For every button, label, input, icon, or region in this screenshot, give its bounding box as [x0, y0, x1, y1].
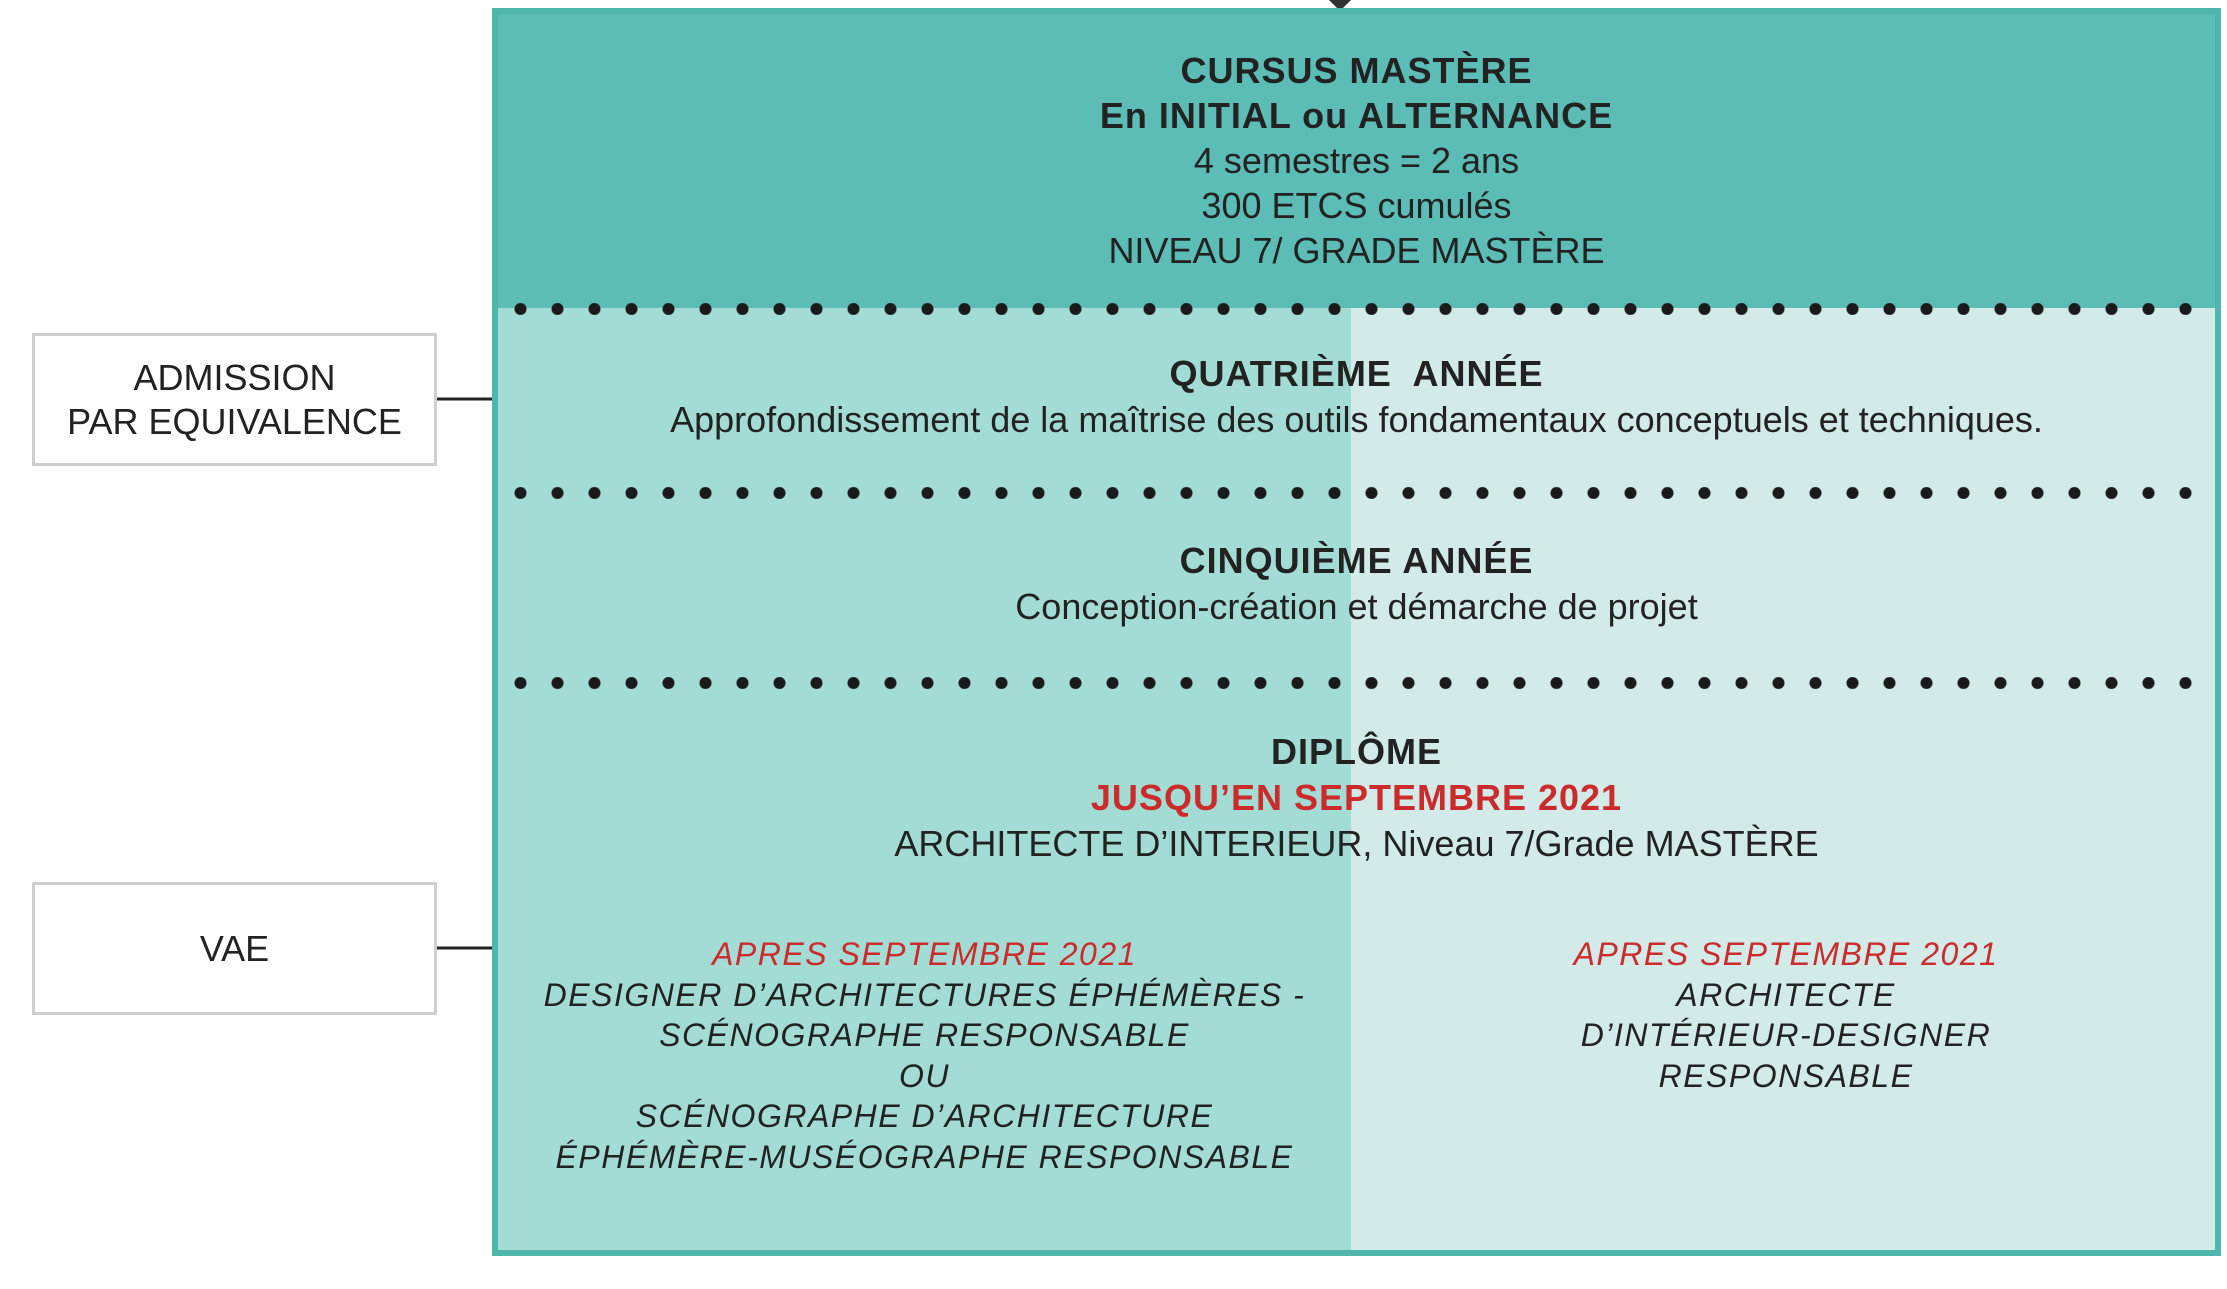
cursus-header	[498, 48, 2215, 273]
vae-label: VAE	[199, 927, 270, 969]
cursus-title: CURSUS MASTÈRE	[1180, 50, 1533, 91]
year4-section	[498, 351, 2215, 443]
admission-line-2: PAR EQUIVALENCE	[67, 400, 402, 442]
year5-title: CINQUIÈME ANNÉE	[1179, 540, 1534, 581]
dotted-divider	[498, 487, 2215, 499]
after-left-line: ÉPHÉMÈRE-MUSÉOGRAPHE RESPONSABLE	[555, 1138, 1294, 1175]
year4-description: Approfondissement de la maîtrise des outils fondamentaux conceptuels et techniques.	[670, 399, 2043, 440]
cursus-credits: 300 ETCS cumulés	[1201, 185, 1512, 226]
year5-section	[498, 538, 2215, 630]
diploma-until-value: ARCHITECTE D’INTERIEUR, Niveau 7/Grade MASTÈRE	[894, 823, 1819, 864]
after-left-line: DESIGNER D’ARCHITECTURES ÉPHÉMÈRES -	[543, 976, 1306, 1013]
curriculum-frame	[492, 8, 2221, 1256]
after-right-line: RESPONSABLE	[1658, 1057, 1914, 1094]
admission-line-1: ADMISSION	[133, 356, 336, 398]
admission-equivalence-box	[32, 333, 437, 466]
dotted-divider	[498, 677, 2215, 689]
after-2021-right	[1351, 934, 2221, 1096]
after-right-label: APRES SEPTEMBRE 2021	[1573, 936, 1999, 972]
diploma-until-label: JUSQU’EN SEPTEMBRE 2021	[1090, 777, 1623, 818]
after-left-line: SCÉNOGRAPHE RESPONSABLE	[659, 1017, 1190, 1053]
after-right-line: D’INTÉRIEUR-DESIGNER	[1580, 1017, 1992, 1053]
dotted-divider	[498, 303, 2215, 315]
after-right-line: ARCHITECTE	[1676, 976, 1896, 1013]
cursus-duration: 4 semestres = 2 ans	[1193, 140, 1520, 181]
after-left-line: SCÉNOGRAPHE D’ARCHITECTURE	[635, 1098, 1214, 1134]
vae-box	[32, 882, 437, 1015]
year5-description: Conception-création et démarche de projet	[1015, 586, 1698, 627]
after-2021-left	[498, 934, 1351, 1177]
cursus-subtitle: En INITIAL ou ALTERNANCE	[1099, 95, 1614, 136]
year4-title: QUATRIÈME ANNÉE	[1169, 353, 1544, 394]
diploma-section	[498, 729, 2215, 867]
cursus-level: NIVEAU 7/ GRADE MASTÈRE	[1108, 230, 1605, 271]
diploma-title: DIPLÔME	[1270, 731, 1442, 772]
after-left-line: OU	[899, 1057, 950, 1094]
after-left-label: APRES SEPTEMBRE 2021	[712, 936, 1137, 972]
